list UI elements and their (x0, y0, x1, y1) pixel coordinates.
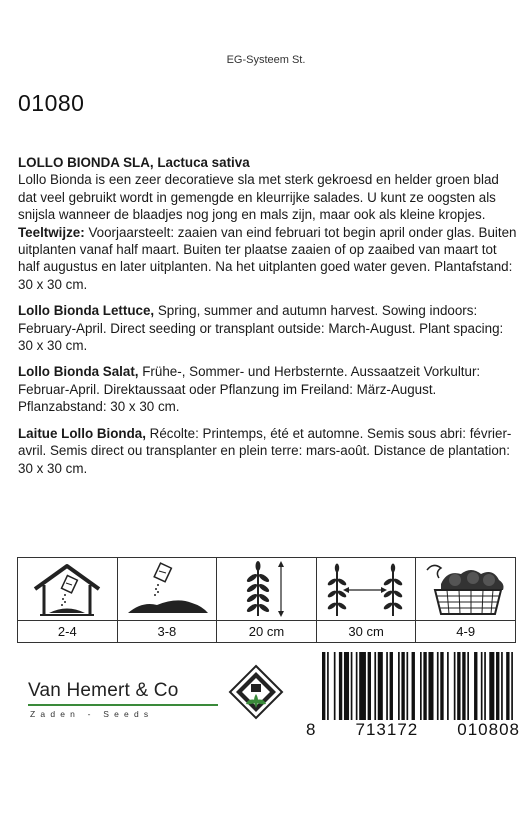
barcode-image (322, 652, 518, 720)
barcode-bar (374, 652, 376, 720)
icon-cell-harvest (416, 558, 515, 642)
english-title: Lollo Bionda Lettuce, (18, 303, 155, 319)
icon-cell-spacing (317, 558, 417, 642)
barcode-bar (437, 652, 439, 720)
harvest-label: 4-9 (456, 624, 476, 639)
icon-cell-outdoor (118, 558, 218, 642)
barcode-bar (344, 652, 349, 720)
barcode-bar (334, 652, 336, 720)
dutch-section (18, 154, 518, 293)
barcode-bar (484, 652, 486, 720)
plant-spacing-label: 30 cm (348, 624, 384, 639)
barcode-digits (306, 720, 520, 740)
barcode-bar (428, 652, 433, 720)
barcode-bar (339, 652, 342, 720)
english-body: Spring, summer and autumn harvest. Sowing indoors: February-April. Direct seeding or transplant outside: March-August. Plant spacing: 30 x 30 cm. (18, 303, 504, 354)
outdoor-sowing-label: 3-8 (157, 624, 177, 639)
product-code: 01080 (18, 90, 85, 116)
cultivation-icons (17, 557, 516, 643)
barcode-bar (496, 652, 499, 720)
french-title: Laitue Lollo Bionda, (18, 425, 146, 441)
harvest-basket-icon (416, 558, 515, 621)
barcode-bar (378, 652, 383, 720)
barcode-digit-prefix: 8 (306, 720, 317, 739)
barcode-bar (412, 652, 415, 720)
dutch-cultivation-label: Teeltwijze: (18, 224, 85, 240)
barcode-bar (462, 652, 465, 720)
dutch-title: LOLLO BIONDA SLA, Lactuca sativa (18, 155, 250, 170)
van-hemert-logo-icon (228, 664, 284, 720)
outdoor-sowing-icon (118, 558, 217, 621)
barcode-bar (454, 652, 456, 720)
barcode-bar (467, 652, 469, 720)
description-block (18, 154, 518, 486)
icon-cell-height (217, 558, 317, 642)
dutch-cultivation: Voorjaarsteelt: zaaien van eind februari tot begin april onder glas. Buiten uitplanten vanaf half maart. Buiten ter plaatse zaaien of op zaaibed van maart tot half augustus en later uitplanten. Na het uitplanten goed water geven. Plantafstand: 30 x 30 cm. (18, 224, 517, 292)
plant-spacing-icon (317, 558, 416, 621)
barcode-bar (368, 652, 371, 720)
barcode-digits-left: 713172 (355, 720, 419, 739)
barcode-bar (398, 652, 400, 720)
greenhouse-sowing-icon (18, 558, 117, 621)
barcode-bar (474, 652, 477, 720)
german-body: Frühe-, Sommer- und Herbsternte. Aussaatzeit Vorkultur: Februar-April. Direktaussaat oder Pflanzung im Freiland: März-August. Pflanzabstand: 30 x 30 cm. (18, 364, 481, 415)
dutch-body: Lollo Bionda is een zeer decoratieve sla met sterk gekroesd en helder groen blad dat veel gebruikt wordt in gemengde en kleurrijke salades. U kunt ze oogsten als snijsla wanneer de blaadjes nog jong en mals zijn, maar ook als kleine kropjes. (18, 172, 499, 223)
plant-height-label: 20 cm (248, 624, 285, 639)
german-section (18, 363, 518, 415)
barcode-bar (322, 652, 325, 720)
barcode-bar (457, 652, 460, 720)
barcode-bar (423, 652, 426, 720)
barcode-bar (420, 652, 422, 720)
barcode-bar (440, 652, 443, 720)
barcode-bar (489, 652, 494, 720)
barcode-bar (351, 652, 353, 720)
brand-name: Van Hemert & Co (28, 680, 179, 701)
brand-tagline: Zaden - Seeds (30, 709, 154, 719)
greenhouse-sowing-label: 2-4 (57, 624, 77, 639)
plant-height-icon (217, 558, 316, 621)
barcode-bar (401, 652, 404, 720)
barcode-bar (327, 652, 329, 720)
german-title: Lollo Bionda Salat, (18, 364, 139, 380)
barcode-bar (506, 652, 509, 720)
french-section (18, 425, 518, 477)
french-body: Récolte: Printemps, été et automne. Semis sous abri: février-avril. Semis direct ou transplanter en plein terre: mars-août. Distance de plantation: 30 x 30 cm. (18, 425, 512, 476)
barcode-bar (511, 652, 513, 720)
eg-label: EG-Systeem St. (226, 54, 306, 66)
barcode-bar (447, 652, 449, 720)
barcode-bar (356, 652, 358, 720)
barcode-bar (386, 652, 388, 720)
barcode-bar (501, 652, 503, 720)
barcode-digits-right: 010808 (457, 720, 520, 739)
english-section (18, 302, 518, 354)
icon-cell-greenhouse (18, 558, 118, 642)
barcode-bar (390, 652, 393, 720)
barcode-bar (359, 652, 366, 720)
barcode-bar (406, 652, 408, 720)
brand-underline (28, 704, 218, 706)
barcode-bar (481, 652, 483, 720)
